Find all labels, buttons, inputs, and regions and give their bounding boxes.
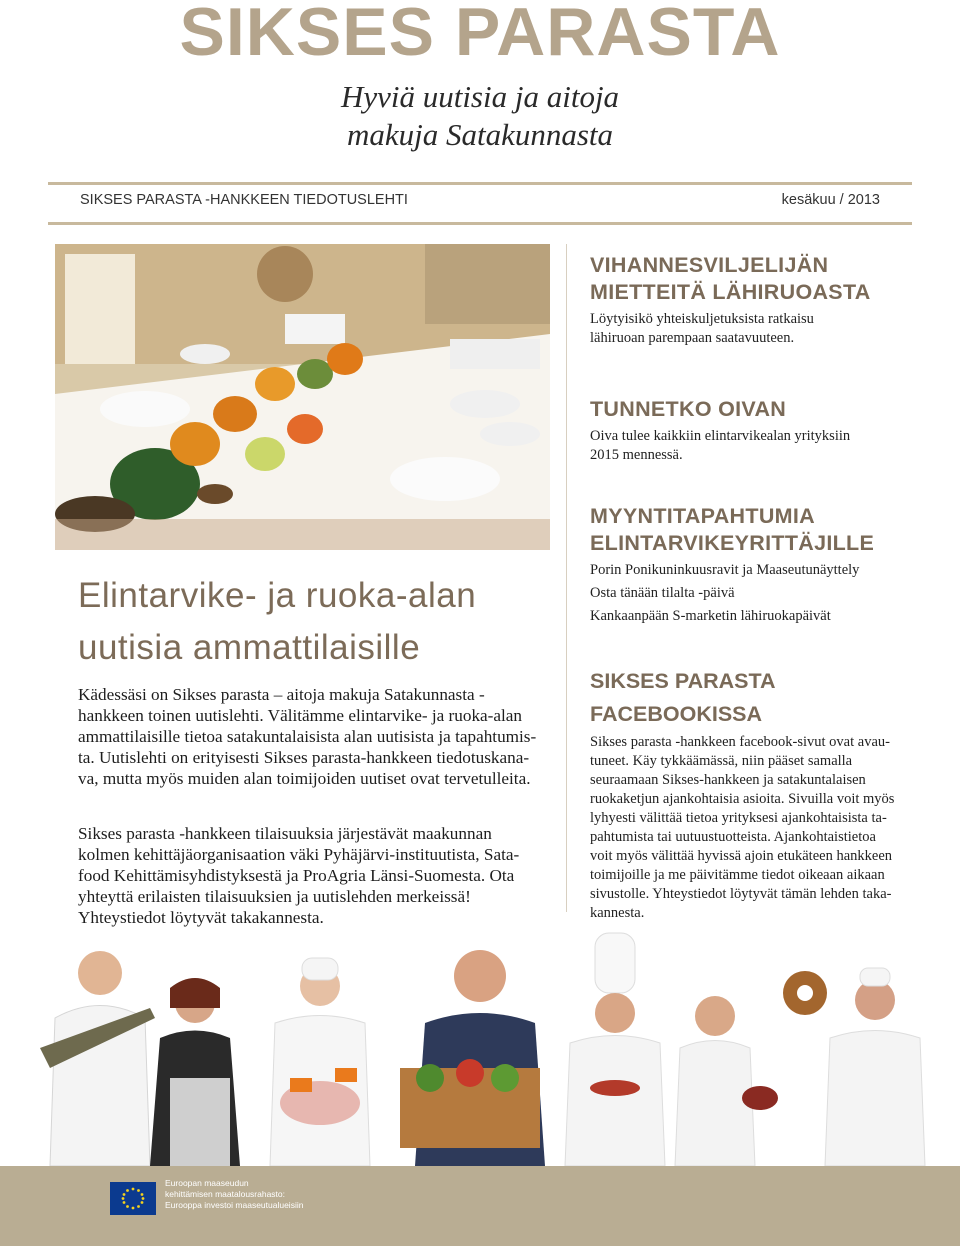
main-heading (78, 570, 558, 674)
masthead (0, 0, 960, 154)
section-heading: ELINTARVIKEYRITTÄJILLE (590, 531, 875, 555)
main-heading-line-2: uutisia ammattilaisille (78, 628, 421, 667)
main-heading-line-1: Elintarvike- ja ruoka-alan (78, 576, 477, 615)
section-heading: FACEBOOKISSA (590, 702, 763, 726)
intro-paragraph (78, 684, 556, 789)
section-text: 2015 mennessä. (590, 447, 683, 463)
intro-line: ammattilaisille tietoa satakuntalaisista alan uutisista ja tapahtumis- (78, 727, 537, 746)
events-line: yhteyttä erilaisten tilaisuuksien ja uutislehden merkeissä! (78, 887, 471, 906)
events-line: Yhteystiedot löytyvät takakannesta. (78, 908, 324, 927)
section-text: lähiruoan parempaan saatavuuteen. (590, 330, 795, 346)
section-heading: VIHANNESVILJELIJÄN (590, 253, 829, 277)
section-text: Oiva tulee kaikkiin elintarvikealan yrityksiin (590, 428, 851, 444)
eu-text-line: Eurooppa investoi maaseutualueisiin (165, 1200, 304, 1210)
intro-line: Kädessäsi on Sikses parasta – aitoja makuja Satakunnasta - (78, 685, 485, 704)
facebook-text-line: kannesta. (590, 905, 645, 921)
facebook-text-line: tuneet. Käy tykkäämässä, niin pääset samalla (590, 753, 853, 769)
event-item: Osta tänään tilalta -päivä (590, 585, 735, 601)
food-professionals-photo (0, 928, 960, 1166)
section-heading: TUNNETKO OIVAN (590, 397, 787, 421)
intro-line: ta. Uutislehti on erityisesti Sikses parasta-hankkeen tiedotuskana- (78, 748, 530, 767)
top-rule (48, 182, 912, 185)
facebook-text-line: sivustolle. Yhteystiedot löytyvät tämän lehden taka- (590, 886, 892, 902)
facebook-text-line: voit myös välittää hyvissä ajoin etukäteen hankkeen (590, 848, 893, 864)
events-paragraph (78, 823, 556, 928)
bottom-rule (48, 222, 912, 225)
facebook-text-line: toimijoille ja me päivitämme tiedot oikeaan aikaan (590, 867, 885, 883)
intro-line: hankkeen toinen uutislehti. Välitämme elintarvike- ja ruoka-alan (78, 706, 523, 725)
sidebar-section-facebook (590, 665, 930, 923)
subtitle-line-2: makuja Satakunnasta (346, 117, 614, 152)
facebook-text-line: ruokaketjun ajankohtaisia asioita. Sivuilla voit myös (590, 791, 895, 807)
event-item: Porin Ponikuninkuusravit ja Maaseutunäyttely (590, 562, 860, 578)
facebook-text-line: Sikses parasta -hankkeen facebook-sivut ovat avau- (590, 734, 890, 750)
eu-text-line: Euroopan maaseudun (165, 1178, 249, 1188)
sidebar-section-vegetables (590, 252, 930, 348)
section-heading: SIKSES PARASTA (590, 669, 776, 693)
sidebar-section-oiva (590, 396, 930, 465)
eu-funding-text (165, 1178, 465, 1211)
facebook-text-line: pahtumista tai uutuustuotteista. Ajankohtaistietoa (590, 829, 876, 845)
section-heading: MIETTEITÄ LÄHIRUOASTA (590, 280, 871, 304)
buffet-photo (55, 244, 550, 550)
events-line: Sikses parasta -hankkeen tilaisuuksia järjestävät maakunnan (78, 824, 492, 843)
facebook-text-line: lyhyesti välittää tietoa yrityksesi ajankohtaisista ta- (590, 810, 887, 826)
intro-line: va, mutta myös muiden alan toimijoiden uutiset ovat tervetulleita. (78, 769, 531, 788)
section-heading: MYYNTITAPAHTUMIA (590, 504, 815, 528)
column-divider (566, 244, 567, 912)
publication-name: SIKSES PARASTA -HANKKEEN TIEDOTUSLEHTI (80, 192, 408, 208)
issue-bar (80, 192, 880, 208)
subtitle-line-1: Hyviä uutisia ja aitoja (340, 79, 620, 114)
people-illustration (0, 928, 960, 1166)
event-item: Kankaanpään S-marketin lähiruokapäivät (590, 608, 831, 624)
section-text: Löytyisikö yhteiskuljetuksista ratkaisu (590, 311, 814, 327)
sidebar-section-sales-events (590, 503, 930, 628)
issue-date: kesäkuu / 2013 (781, 192, 880, 208)
eu-flag-icon (110, 1182, 156, 1215)
facebook-text-line: seuraamaan Sikses-hankkeen ja satakuntalaisen (590, 772, 866, 788)
eu-text-line: kehittämisen maatalousrahasto: (165, 1189, 286, 1199)
newsletter-title: SIKSES PARASTA (179, 0, 781, 70)
events-line: kolmen kehittäjäorganisaation väki Pyhäjärvi-instituutista, Sata- (78, 845, 520, 864)
events-line: food Kehittämisyhdistyksestä ja ProAgria Länsi-Suomesta. Ota (78, 866, 515, 885)
buffet-illustration (55, 244, 550, 550)
